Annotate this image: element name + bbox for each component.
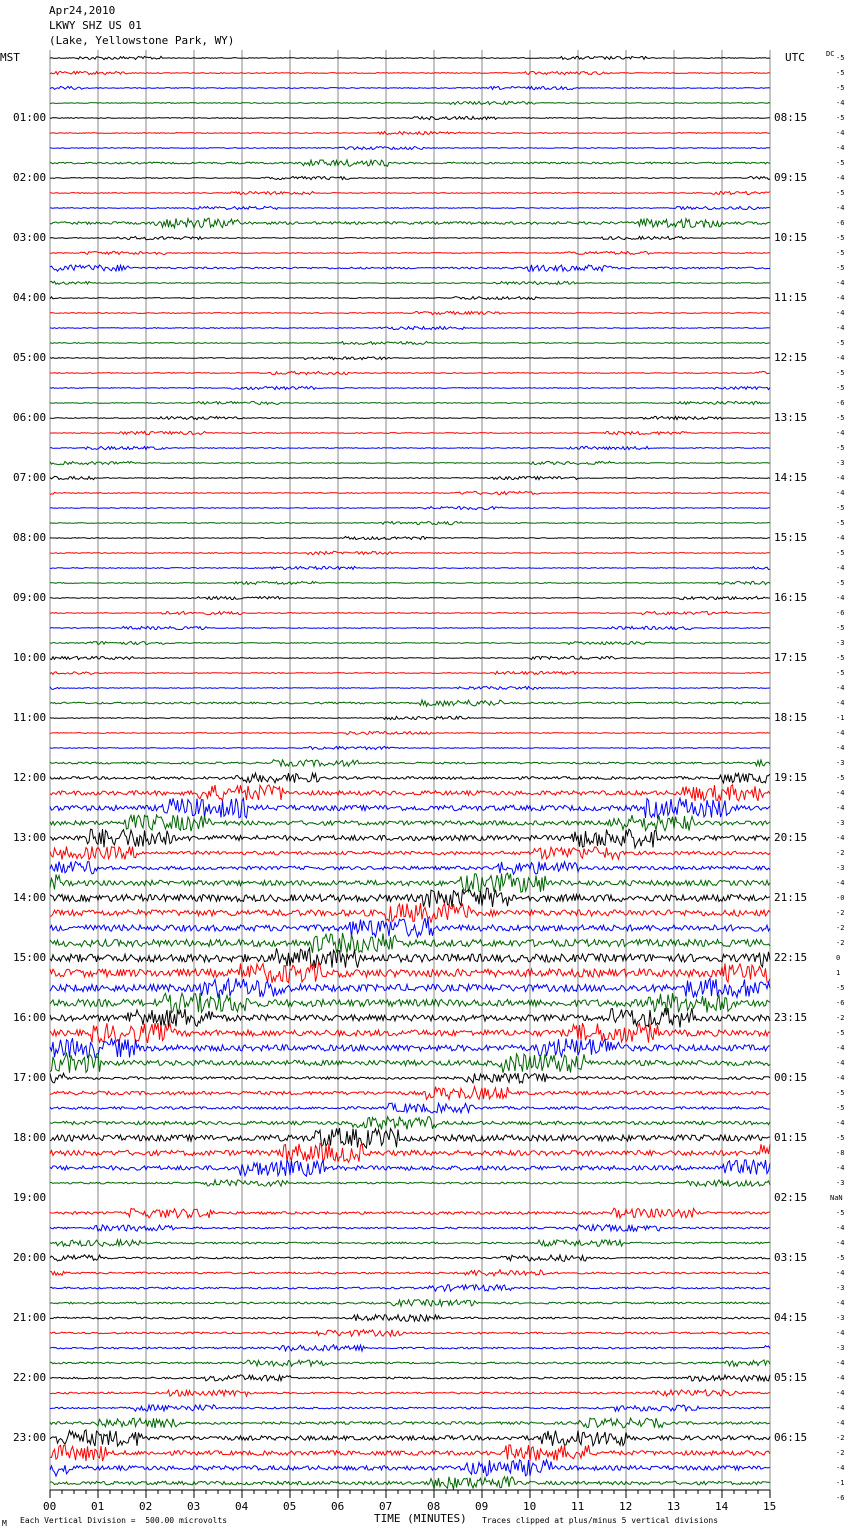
dc-offset-label: -4	[836, 1269, 845, 1277]
dc-offset-label: -5	[836, 654, 845, 662]
dc-offset-label: -4	[836, 489, 845, 497]
trace-row-32	[50, 536, 770, 539]
right-hour-label: 04:15	[774, 1311, 808, 1324]
trace-row-60	[50, 948, 770, 968]
trace-row-15	[50, 281, 770, 284]
x-tick-label: 06	[331, 1500, 345, 1513]
trace-row-59	[50, 933, 770, 953]
dc-offset-label: -4	[836, 1404, 845, 1412]
x-tick-label: 13	[667, 1500, 681, 1513]
dc-offset-label: -2	[836, 849, 845, 857]
right-hour-label: 05:15	[774, 1371, 808, 1384]
right-hour-label: 09:15	[774, 171, 808, 184]
trace-row-28	[50, 476, 770, 479]
trace-row-39	[50, 641, 770, 644]
trace-row-74	[50, 1160, 770, 1176]
trace-row-69	[50, 1087, 770, 1100]
right-hour-label: 17:15	[774, 651, 808, 664]
trace-row-43	[50, 700, 770, 706]
trace-row-82	[50, 1285, 770, 1292]
trace-row-4	[50, 116, 770, 119]
trace-row-90	[50, 1405, 770, 1411]
trace-row-0	[50, 56, 770, 59]
x-tick-label: 07	[379, 1500, 393, 1513]
left-axis-label: MST	[0, 51, 20, 64]
trace-row-83	[50, 1300, 770, 1307]
trace-row-44	[50, 716, 770, 719]
trace-row-13	[50, 251, 770, 254]
trace-row-72	[50, 1128, 770, 1148]
dc-offset-label: -4	[836, 729, 845, 737]
dc-offset-label: -4	[836, 789, 845, 797]
left-hour-label: 10:00	[13, 651, 47, 664]
left-hour-label: 22:00	[13, 1371, 47, 1384]
dc-offset-label: -4	[836, 204, 845, 212]
right-hour-label: 03:15	[774, 1251, 808, 1264]
trace-row-57	[50, 903, 770, 923]
dc-offset-label: 1	[836, 969, 841, 977]
dc-offset-label: -5	[836, 1104, 845, 1112]
dc-offset-label: -0	[836, 894, 845, 902]
dc-offset-label: -3	[836, 864, 845, 872]
trace-row-11	[50, 218, 770, 228]
trace-row-73	[50, 1143, 770, 1162]
dc-offset-label: -4	[836, 99, 845, 107]
right-hour-label: 06:15	[774, 1431, 808, 1444]
trace-row-23	[50, 401, 770, 404]
left-hour-label: 16:00	[13, 1011, 47, 1024]
left-hour-label: 15:00	[13, 951, 47, 964]
right-hour-label: 14:15	[774, 471, 808, 484]
trace-row-1	[50, 71, 770, 74]
left-hour-label: 17:00	[13, 1071, 47, 1084]
dc-offset-label: NaN	[830, 1194, 843, 1202]
dc-offset-label: -5	[836, 114, 845, 122]
trace-row-49	[50, 785, 770, 801]
trace-row-22	[50, 386, 770, 389]
trace-row-30	[50, 506, 770, 509]
right-hour-label: 01:15	[774, 1131, 808, 1144]
x-tick-label: 12	[619, 1500, 633, 1513]
dc-offset-label: -5	[836, 444, 845, 452]
dc-offset-label: -2	[836, 939, 845, 947]
trace-row-95	[50, 1477, 770, 1490]
right-hour-label: 16:15	[774, 591, 808, 604]
left-hour-label: 21:00	[13, 1311, 47, 1324]
dc-offset-label: -3	[836, 1284, 845, 1292]
clip-note: Traces clipped at plus/minus 5 vertical divisions	[482, 1516, 719, 1525]
trace-row-36	[50, 596, 770, 599]
dc-offset-label: -5	[836, 984, 845, 992]
dc-offset-label: -4	[836, 699, 845, 707]
x-tick-label: 02	[139, 1500, 153, 1513]
left-hour-label: 06:00	[13, 411, 47, 424]
trace-row-78	[50, 1225, 770, 1231]
dc-offset-label: -4	[836, 1164, 845, 1172]
right-hour-label: 20:15	[774, 831, 808, 844]
right-hour-label: 10:15	[774, 231, 808, 244]
right-hour-label: 22:15	[774, 951, 808, 964]
right-hour-label: 08:15	[774, 111, 808, 124]
scale-note: Each Vertical Division = 500.00 microvolts	[20, 1516, 228, 1525]
trace-row-7	[50, 160, 770, 166]
dc-offset-label: -5	[836, 549, 845, 557]
x-tick-label: 03	[187, 1500, 201, 1513]
dc-offset-label: -5	[836, 669, 845, 677]
trace-row-14	[50, 265, 770, 271]
trace-row-85	[50, 1330, 770, 1337]
left-hour-label: 12:00	[13, 771, 47, 784]
trace-row-27	[50, 461, 770, 464]
left-hour-label: 18:00	[13, 1131, 47, 1144]
trace-row-79	[50, 1240, 770, 1246]
dc-offset-label: -4	[836, 1074, 845, 1082]
dc-offset-label: -4	[836, 129, 845, 137]
dc-offset-label: -2	[836, 1434, 845, 1442]
trace-row-87	[50, 1360, 770, 1366]
dc-offset-label: -5	[836, 189, 845, 197]
trace-row-58	[50, 918, 770, 938]
trace-row-67	[50, 1053, 770, 1073]
dc-offset-label: -2	[836, 1449, 845, 1457]
trace-row-10	[50, 206, 770, 209]
dc-offset-label: -5	[836, 249, 845, 257]
x-tick-label: 11	[571, 1500, 585, 1513]
dc-offset-label: -4	[836, 564, 845, 572]
dc-offset-label: -4	[836, 1359, 845, 1367]
dc-offset-label: -4	[836, 294, 845, 302]
station-location: (Lake, Yellowstone Park, WY)	[49, 34, 235, 47]
trace-row-65	[50, 1023, 770, 1043]
right-hour-label: 13:15	[774, 411, 808, 424]
dc-offset-label: -5	[836, 414, 845, 422]
dc-offset-label: -4	[836, 1464, 845, 1472]
trace-row-45	[50, 731, 770, 734]
right-axis-label: UTC	[785, 51, 805, 64]
trace-row-6	[50, 147, 770, 150]
trace-row-5	[50, 131, 770, 134]
dc-offset-label: -4	[836, 1329, 845, 1337]
dc-offset-label: -4	[836, 474, 845, 482]
dc-offset-label: -4	[836, 1374, 845, 1382]
dc-offset-label: -5	[836, 1029, 845, 1037]
x-axis-title: TIME (MINUTES)	[374, 1512, 467, 1525]
dc-offset-label: -4	[836, 1224, 845, 1232]
dc-offset-label: -5	[836, 384, 845, 392]
x-tick-label: 09	[475, 1500, 489, 1513]
left-hour-label: 02:00	[13, 171, 47, 184]
dc-offset-label: -5	[836, 1089, 845, 1097]
dc-offset-label: -4	[836, 354, 845, 362]
trace-row-9	[50, 191, 770, 194]
dc-offset-label: -4	[836, 804, 845, 812]
trace-row-50	[50, 798, 770, 818]
dc-offset-label: -4	[836, 834, 845, 842]
trace-row-56	[50, 888, 770, 908]
trace-row-40	[50, 656, 770, 659]
left-hour-label: 23:00	[13, 1431, 47, 1444]
left-hour-label: 07:00	[13, 471, 47, 484]
right-hour-label: 00:15	[774, 1071, 808, 1084]
trace-row-48	[50, 773, 770, 783]
dc-offset-label: -1	[836, 714, 845, 722]
right-hour-label: 18:15	[774, 711, 808, 724]
trace-row-42	[50, 686, 770, 689]
dc-offset-label: -3	[836, 459, 845, 467]
right-hour-label: 02:15	[774, 1191, 808, 1204]
dc-offset-label: -5	[836, 774, 845, 782]
dc-offset-label: -5	[836, 624, 845, 632]
corner-mark: M	[2, 1519, 7, 1528]
left-hour-label: 13:00	[13, 831, 47, 844]
dc-offset-label: -6	[836, 399, 845, 407]
dc-offset-label: -8	[836, 1149, 845, 1157]
trace-row-12	[50, 236, 770, 239]
dc-offset-label: -5	[836, 579, 845, 587]
dc-offset-label: -5	[836, 339, 845, 347]
chart-date: Apr24,2010	[49, 4, 116, 17]
trace-row-91	[50, 1418, 770, 1428]
left-hour-label: 19:00	[13, 1191, 47, 1204]
right-hour-label: 21:15	[774, 891, 808, 904]
x-tick-label: 15	[763, 1500, 777, 1513]
dc-offset-label: -5	[836, 519, 845, 527]
dc-offset-label: -4	[836, 1389, 845, 1397]
dc-offset-label: -4	[836, 1419, 845, 1427]
trace-row-70	[50, 1103, 770, 1113]
trace-row-80	[50, 1255, 770, 1261]
trace-row-41	[50, 671, 770, 674]
dc-offset-label: -3	[836, 1344, 845, 1352]
trace-row-93	[50, 1445, 770, 1461]
dc-offset-label: -4	[836, 1299, 845, 1307]
trace-row-54	[50, 862, 770, 875]
left-hour-label: 01:00	[13, 111, 47, 124]
trace-row-24	[50, 416, 770, 419]
trace-row-37	[50, 611, 770, 614]
trace-row-84	[50, 1315, 770, 1322]
dc-offset-label: -4	[836, 429, 845, 437]
dc-offset-label: -4	[836, 144, 845, 152]
trace-row-25	[50, 431, 770, 434]
dc-offset-label: -6	[836, 609, 845, 617]
left-hour-label: 08:00	[13, 531, 47, 544]
dc-offset-label: -5	[836, 234, 845, 242]
x-tick-label: 04	[235, 1500, 249, 1513]
trace-row-29	[50, 491, 770, 494]
right-hour-label: 11:15	[774, 291, 808, 304]
dc-offset-label: -6	[836, 1494, 845, 1502]
left-hour-label: 03:00	[13, 231, 47, 244]
trace-row-34	[50, 566, 770, 569]
left-hour-label: 04:00	[13, 291, 47, 304]
trace-row-38	[50, 626, 770, 629]
trace-row-94	[50, 1460, 770, 1476]
dc-offset-label: -3	[836, 639, 845, 647]
dc-offset-label: -3	[836, 819, 845, 827]
trace-group	[50, 56, 770, 1489]
dc-offset-label: -5	[836, 504, 845, 512]
dc-offset-label: -4	[836, 594, 845, 602]
trace-row-53	[50, 847, 770, 860]
trace-row-86	[50, 1345, 770, 1351]
trace-row-35	[50, 581, 770, 584]
dc-offset-label: 0	[836, 954, 841, 962]
x-tick-label: 14	[715, 1500, 729, 1513]
x-tick-label: 05	[283, 1500, 297, 1513]
trace-row-71	[50, 1117, 770, 1130]
dc-offset-label: -5	[836, 1134, 845, 1142]
left-hour-label: 11:00	[13, 711, 47, 724]
trace-row-16	[50, 297, 770, 300]
trace-row-55	[50, 873, 770, 892]
left-hour-label: 09:00	[13, 591, 47, 604]
dc-offset-label: -4	[836, 279, 845, 287]
trace-row-18	[50, 326, 770, 329]
dc-offset-label: -2	[836, 924, 845, 932]
trace-row-62	[50, 978, 770, 997]
trace-row-68	[50, 1073, 770, 1083]
trace-row-26	[50, 446, 770, 449]
dc-offset-label: -4	[836, 534, 845, 542]
trace-row-2	[50, 86, 770, 89]
trace-row-21	[50, 371, 770, 374]
x-axis-ticks	[50, 1490, 770, 1498]
trace-row-61	[50, 963, 770, 983]
trace-row-46	[50, 746, 770, 749]
trace-row-33	[50, 551, 770, 554]
dc-offset-label: -4	[836, 1044, 845, 1052]
dc-offset-label: -1	[836, 1479, 845, 1487]
trace-row-17	[50, 311, 770, 314]
trace-row-51	[50, 815, 770, 831]
left-hour-label: 20:00	[13, 1251, 47, 1264]
trace-row-47	[50, 760, 770, 767]
trace-row-66	[50, 1038, 770, 1057]
trace-row-81	[50, 1270, 770, 1276]
trace-row-92	[50, 1430, 770, 1446]
dc-offset-label: -5	[836, 369, 845, 377]
left-hour-label: 05:00	[13, 351, 47, 364]
dc-offset-label: -5	[836, 69, 845, 77]
dc-offset-label: -4	[836, 744, 845, 752]
trace-row-52	[50, 829, 770, 848]
x-tick-label: 01	[91, 1500, 105, 1513]
trace-row-19	[50, 341, 770, 344]
trace-row-89	[50, 1390, 770, 1396]
dc-offset-label: -4	[836, 1059, 845, 1067]
dc-offset-label: -4	[836, 1239, 845, 1247]
right-hour-label: 12:15	[774, 351, 808, 364]
dc-offset-label: -5	[836, 1209, 845, 1217]
dc-offset-label: -5	[836, 264, 845, 272]
dc-offset-label: -3	[836, 1314, 845, 1322]
x-tick-label: 08	[427, 1500, 441, 1513]
dc-offset-label: -5	[836, 84, 845, 92]
dc-offset-label: -3	[836, 759, 845, 767]
trace-row-77	[50, 1208, 770, 1218]
trace-row-63	[50, 993, 770, 1013]
dc-offset-label: -2	[836, 1014, 845, 1022]
dc-label: DC	[826, 50, 835, 58]
dc-offset-label: -4	[836, 879, 845, 887]
trace-row-20	[50, 357, 770, 360]
trace-row-8	[50, 176, 770, 179]
station-code: LKWY SHZ US 01	[49, 19, 142, 32]
right-hour-label: 15:15	[774, 531, 808, 544]
dc-offset-label: -4	[836, 174, 845, 182]
trace-row-31	[50, 521, 770, 524]
dc-offset-label: -5	[836, 54, 845, 62]
dc-offset-label: -4	[836, 324, 845, 332]
dc-offset-label: -5	[836, 159, 845, 167]
x-tick-label: 10	[523, 1500, 537, 1513]
dc-offset-label: -4	[836, 309, 845, 317]
dc-offset-label: -4	[836, 684, 845, 692]
dc-offset-label: -6	[836, 219, 845, 227]
dc-offset-label: -5	[836, 1254, 845, 1262]
right-hour-label: 19:15	[774, 771, 808, 784]
trace-row-88	[50, 1375, 770, 1382]
left-hour-label: 14:00	[13, 891, 47, 904]
dc-offset-label: -4	[836, 1119, 845, 1127]
dc-offset-label: -6	[836, 999, 845, 1007]
dc-offset-label: -2	[836, 909, 845, 917]
x-tick-label: 00	[43, 1500, 57, 1513]
trace-row-75	[50, 1180, 770, 1187]
dc-offset-label: -3	[836, 1179, 845, 1187]
right-hour-label: 23:15	[774, 1011, 808, 1024]
trace-row-3	[50, 101, 770, 104]
